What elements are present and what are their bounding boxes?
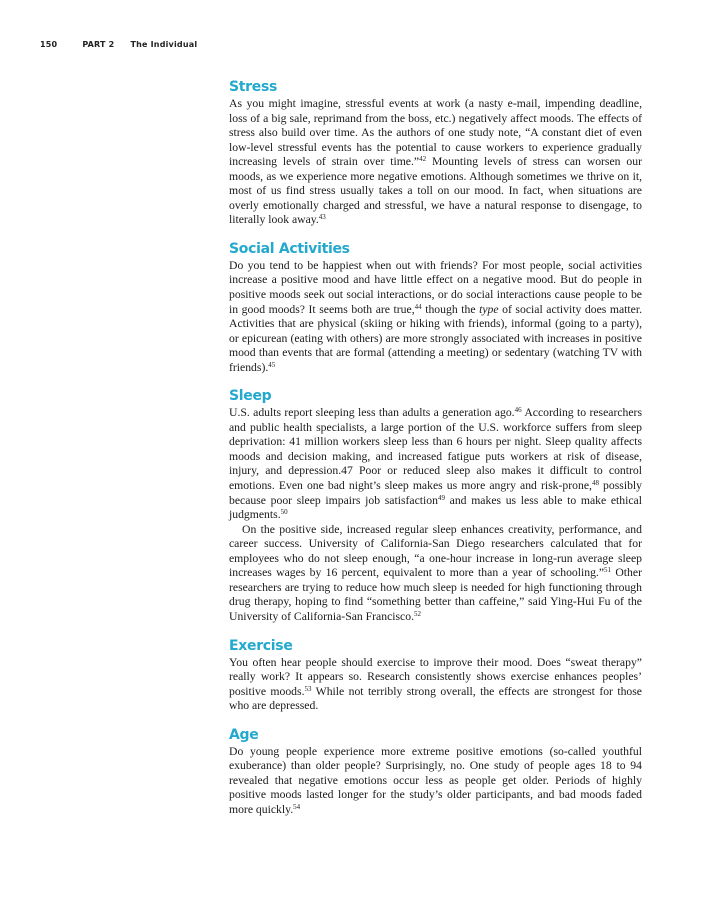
paragraph bbox=[229, 745, 642, 818]
section-stress bbox=[229, 78, 642, 228]
footnote-ref: 50 bbox=[280, 508, 288, 517]
section-heading: Social Activities bbox=[229, 240, 350, 257]
section-heading: Stress bbox=[229, 79, 278, 95]
footnote-ref: 48 bbox=[591, 479, 599, 488]
text-run: Do young people experience more extreme positive emotions (so-called youthful exuberance) than older people? Surprisingly, no. One study of people ages 18 to 94 revealed that negative emotions occur less as people get older. Periods of highly positive moods lasted longer for the study’s older participants, and bad moods faded more quickly. bbox=[229, 744, 642, 816]
footnote-ref: 52 bbox=[414, 609, 422, 618]
page-number: 150 bbox=[40, 40, 58, 49]
text-run: and makes us less able to make ethical judgments. bbox=[229, 493, 642, 522]
footnote-ref: 43 bbox=[318, 213, 326, 222]
footnote-ref: 51 bbox=[604, 566, 612, 575]
footnote-ref: 42 bbox=[419, 155, 427, 164]
text-run: While not terribly strong overall, the effects are strongest for those who are depressed. bbox=[229, 684, 642, 713]
footnote-ref: 49 bbox=[437, 493, 445, 502]
paragraph bbox=[229, 406, 642, 522]
text-run: According to researchers and public health specialists, a large portion of the U.S. workforce suffers from sleep deprivation: 41 million workers sleep less than 6 hours per night. Sleep quality affects moods and decision making, and increased fatigue puts workers at risk of disease, injury, and depression.47 Poor or reduced sleep also makes it difficult to control emotions. Even one bad night’s sleep makes us more angry and risk-prone, bbox=[229, 406, 642, 493]
footnote-ref: 45 bbox=[268, 360, 276, 369]
paragraph bbox=[229, 259, 642, 375]
text-run: Other researchers are trying to reduce how much sleep is needed for high functioning through drug therapy, hoping to find “something better than caffeine,” said Ying-Hui Fu of the University of California-San Francisco. bbox=[229, 566, 642, 623]
paragraph bbox=[229, 97, 642, 228]
text-run: Mounting levels of stress can worsen our moods, as we experience more negative emotions. Although sometimes we thrive on it, most of us find stress usually takes a toll on our mood. In fact, when situations are overly emotionally charged and stressful, we have a natural response to disengage, to literally look away. bbox=[229, 155, 642, 227]
section-heading: Exercise bbox=[229, 637, 293, 654]
main-content bbox=[229, 78, 642, 817]
text-run: Do you tend to be happiest when out with friends? For most people, social activities increase a positive mood and have little effect on a negative mood. But do people in positive moods seek out social interactions, or do social interactions cause people to be in good moods? It seems both are true, bbox=[229, 258, 642, 316]
text-run: U.S. adults report sleeping less than adults a generation ago. bbox=[229, 406, 515, 420]
text-run: possibly because poor sleep impairs job satisfaction bbox=[229, 479, 642, 507]
text-run: of social activity does matter. Activities that are physical (skiing or hiking with friends), informal (going to a party), or epicurean (eating with others) are more strongly associated with increases in positive mood than events that are formal (attending a meeting) or sedentary (watching TV with friends). bbox=[229, 302, 642, 374]
text-run: On the positive side, increased regular sleep enhances creativity, performance, and career success. University of California-San Diego researchers calculated that for employees who do not sleep enough, “a one-hour increase in long-run average sleep increases wages by 16 percent, equivalent to more than a year of schooling.” bbox=[229, 522, 642, 580]
running-head bbox=[40, 40, 197, 49]
text-run: though the bbox=[421, 302, 480, 316]
footnote-ref: 54 bbox=[293, 802, 301, 811]
section-exercise bbox=[229, 637, 642, 714]
footnote-ref: 46 bbox=[514, 406, 522, 415]
section-age bbox=[229, 726, 642, 818]
footnote-ref: 44 bbox=[414, 302, 422, 311]
section-social-activities bbox=[229, 240, 642, 375]
text-run: You often hear people should exercise to improve their mood. Does “sweat therapy” really work? It appears so. Research consistently shows exercise enhances peoples’ positive moods. bbox=[229, 655, 642, 698]
section-sleep bbox=[229, 387, 642, 624]
emphasis-text: type bbox=[479, 302, 499, 316]
paragraph bbox=[229, 523, 642, 625]
part-label: PART 2 bbox=[82, 40, 115, 49]
part-title: The Individual bbox=[130, 40, 198, 49]
section-heading: Age bbox=[229, 726, 259, 743]
footnote-ref: 53 bbox=[304, 684, 312, 693]
section-heading: Sleep bbox=[229, 388, 272, 405]
text-run: As you might imagine, stressful events at work (a nasty e-mail, impending deadline, loss of a big sale, reprimand from the boss, etc.) negatively affect moods. The effects of stress also build over time. As the authors of one study note, “A constant diet of even low-level stressful events has the potential to cause workers to experience gradually increasing levels of strain over time.” bbox=[229, 97, 642, 169]
paragraph bbox=[229, 656, 642, 714]
